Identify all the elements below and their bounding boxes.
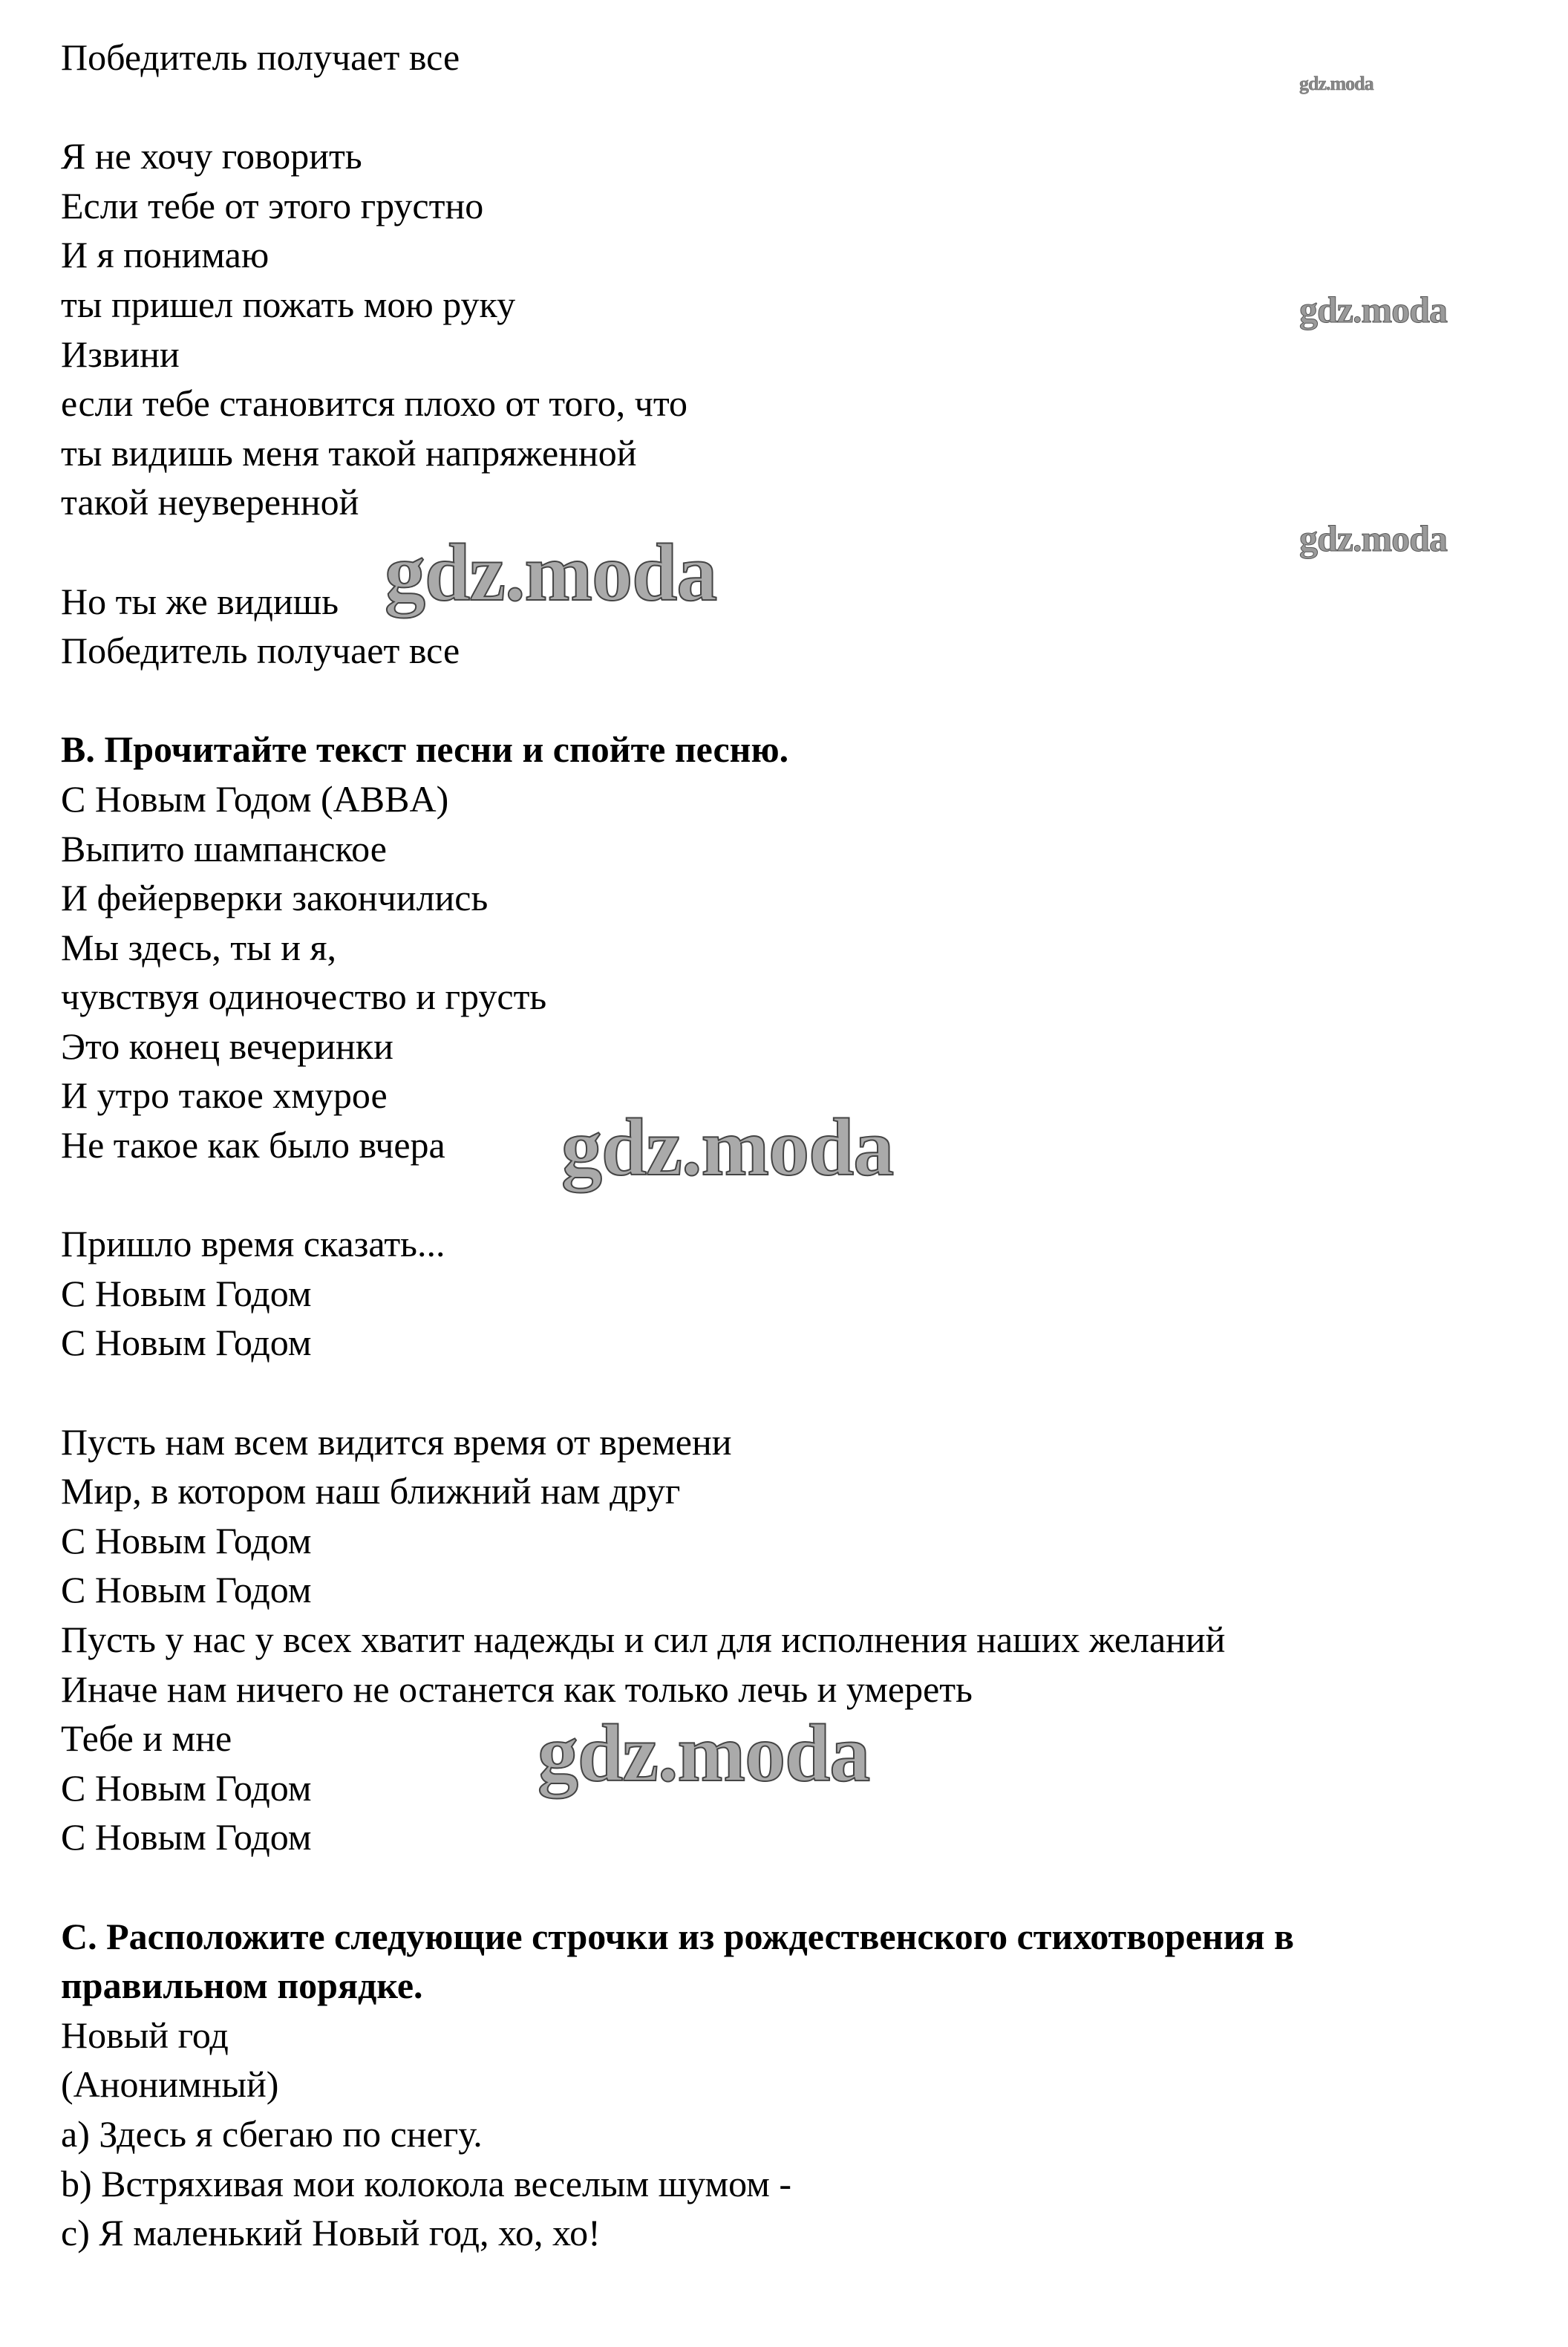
text-line: С Новым Годом: [61, 1569, 312, 1611]
text-line: И фейерверки закончились: [61, 877, 489, 919]
text-line: b) Встряхивая мои колокола веселым шумом -: [61, 2162, 791, 2204]
text-line: С Новым Годом: [61, 1816, 312, 1858]
text-line: Мы здесь, ты и я,: [61, 926, 336, 968]
text-line: Иначе нам ничего не останется как только лечь и умереть: [61, 1668, 973, 1710]
blank-line: [61, 1368, 1516, 1417]
text-line: такой неуверенной: [61, 481, 359, 523]
text-line: Выпито шампанское: [61, 827, 387, 869]
text-line: Пусть нам всем видится время от времени: [61, 1420, 732, 1463]
text-line: Тебе и мне: [61, 1717, 232, 1760]
text-line: Если тебе от этого грустно: [61, 184, 484, 226]
text-line: С Новым Годом: [61, 1272, 312, 1314]
text-line: чувствуя одиночество и грусть: [61, 976, 547, 1018]
text-line: Победитель получает все: [61, 630, 460, 672]
text-line: Пусть у нас у всех хватит надежды и сил для исполнения наших желаний: [61, 1619, 1226, 1660]
text-line: ты видишь меня такой напряженной: [61, 431, 637, 474]
blank-line: [61, 1862, 1516, 1912]
watermark-logo: gdz.moda: [538, 1708, 870, 1798]
watermark-logo: gdz.moda: [561, 1102, 894, 1192]
blank-line: [61, 676, 1516, 725]
watermark-logo: gdz.moda: [385, 527, 717, 618]
text-line: Но ты же видишь: [61, 580, 339, 622]
text-line: И я понимаю: [61, 234, 270, 276]
text-line: (Анонимный): [61, 2063, 279, 2106]
text-line: ты пришел пожать мою руку: [61, 283, 516, 325]
text-line: если тебе становится плохо от того, что: [61, 382, 688, 425]
text-line: Пришло время сказать...: [61, 1223, 445, 1265]
watermark-logo: gdz.moda: [1299, 289, 1447, 330]
section-c-heading-line2: правильном порядке.: [61, 1965, 423, 2007]
text-line: Извини: [61, 333, 180, 375]
text-line: Победитель получает все: [61, 36, 460, 78]
watermark-logo: gdz.moda: [1299, 73, 1373, 94]
text-line: a) Здесь я сбегаю по снегу.: [61, 2112, 483, 2155]
text-line: С Новым Годом (ABBA): [61, 777, 449, 820]
text-line: Я не хочу говорить: [61, 135, 362, 177]
text-line: И утро такое хмурое: [61, 1074, 388, 1117]
section-b-heading: B. Прочитайте текст песни и спойте песню.: [61, 728, 789, 771]
text-line: С Новым Годом: [61, 1519, 312, 1561]
section-c-heading-line1: C. Расположите следующие строчки из рождественского стихотворения в: [61, 1915, 1295, 1957]
text-line: С Новым Годом: [61, 1322, 312, 1364]
text-line: c) Я маленький Новый год, хо, хо!: [61, 2212, 601, 2254]
song-lyrics-winner: [61, 33, 1516, 725]
text-line: С Новым Годом: [61, 1766, 312, 1809]
watermark-logo: gdz.moda: [1299, 518, 1447, 559]
blank-line: [61, 82, 1516, 132]
poem-lines: [61, 2011, 1516, 2258]
text-line: Не такое как было вчера: [61, 1124, 445, 1166]
text-line: Мир, в котором наш ближний нам друг: [61, 1470, 681, 1512]
text-line: Это конец вечеринки: [61, 1025, 393, 1067]
text-line: Новый год: [61, 2014, 229, 2056]
blank-line: [61, 527, 1516, 577]
